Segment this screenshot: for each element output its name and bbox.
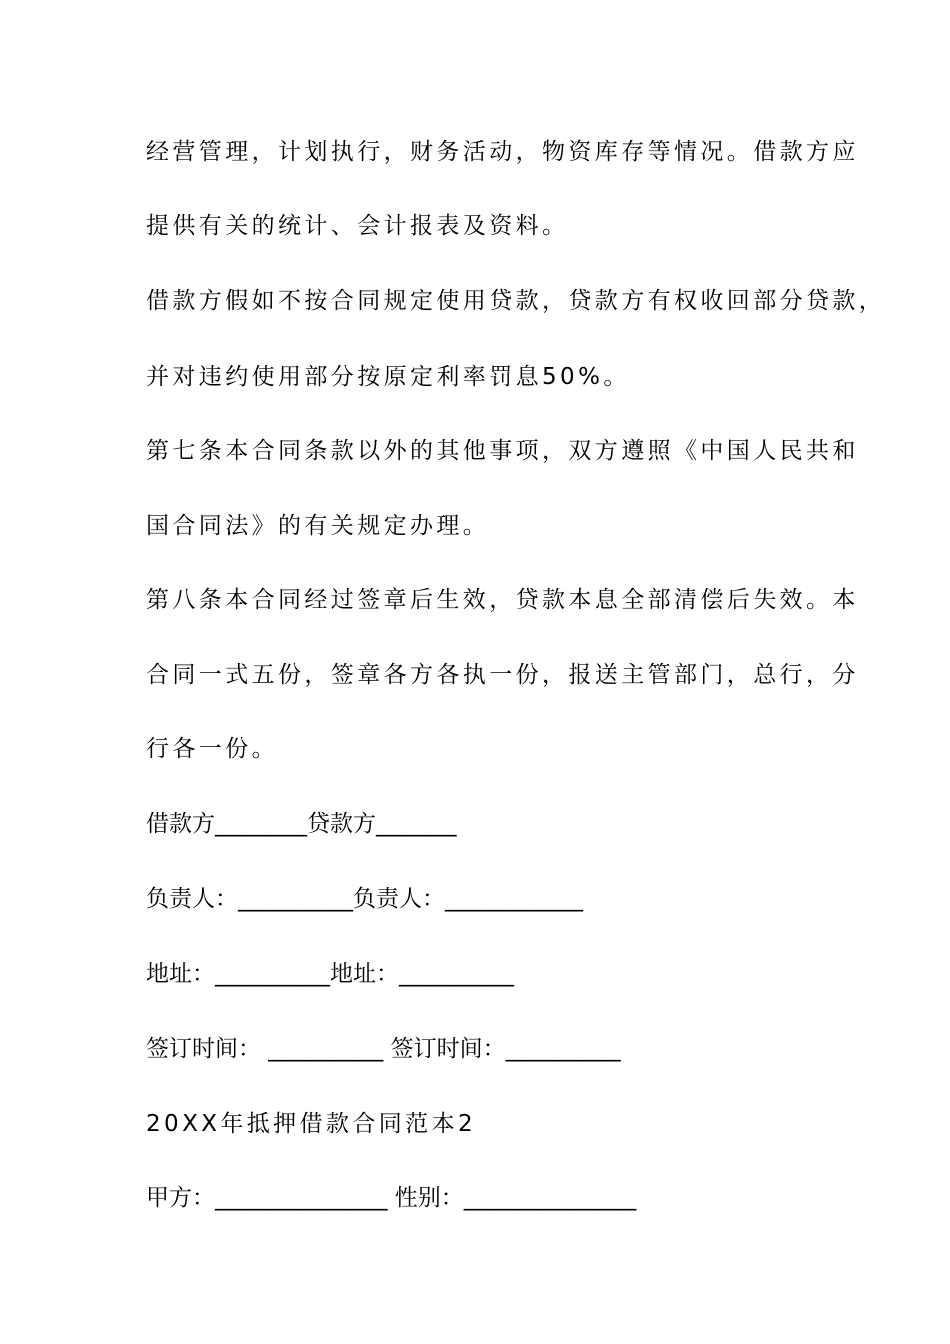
paragraph-line: 行各一份。 [146, 736, 278, 762]
paragraph-line: 提供有关的统计、会计报表及资料。 [146, 213, 569, 239]
paragraph-line: 合同一式五份，签章各方各执一份，报送主管部门，总行，分 [146, 662, 859, 688]
paragraph-line: 借款方假如不按合同规定使用贷款，贷款方有权收回部分贷款， [146, 288, 886, 314]
signature-responsible-line: 负责人：__________负责人：____________ [146, 886, 583, 912]
paragraph-line: 并对违约使用部分按原定利率罚息50%。 [146, 364, 630, 390]
signature-parties-line: 借款方________贷款方_______ [146, 811, 457, 837]
paragraph-line: 经营管理，计划执行，财务活动，物资库存等情况。借款方应 [146, 139, 859, 165]
section-title: 20XX年抵押借款合同范本2 [146, 1111, 477, 1137]
signature-date-line: 签订时间： __________ 签订时间：__________ [146, 1036, 621, 1062]
article-seven-line: 第七条本合同条款以外的其他事项，双方遵照《中国人民共和 [146, 438, 859, 464]
paragraph-line: 国合同法》的有关规定办理。 [146, 513, 490, 539]
signature-address-line: 地址：__________地址：__________ [146, 961, 514, 987]
party-a-line: 甲方：_______________ 性别：_______________ [146, 1185, 637, 1211]
article-eight-line: 第八条本合同经过签章后生效，贷款本息全部清偿后失效。本 [146, 587, 859, 613]
